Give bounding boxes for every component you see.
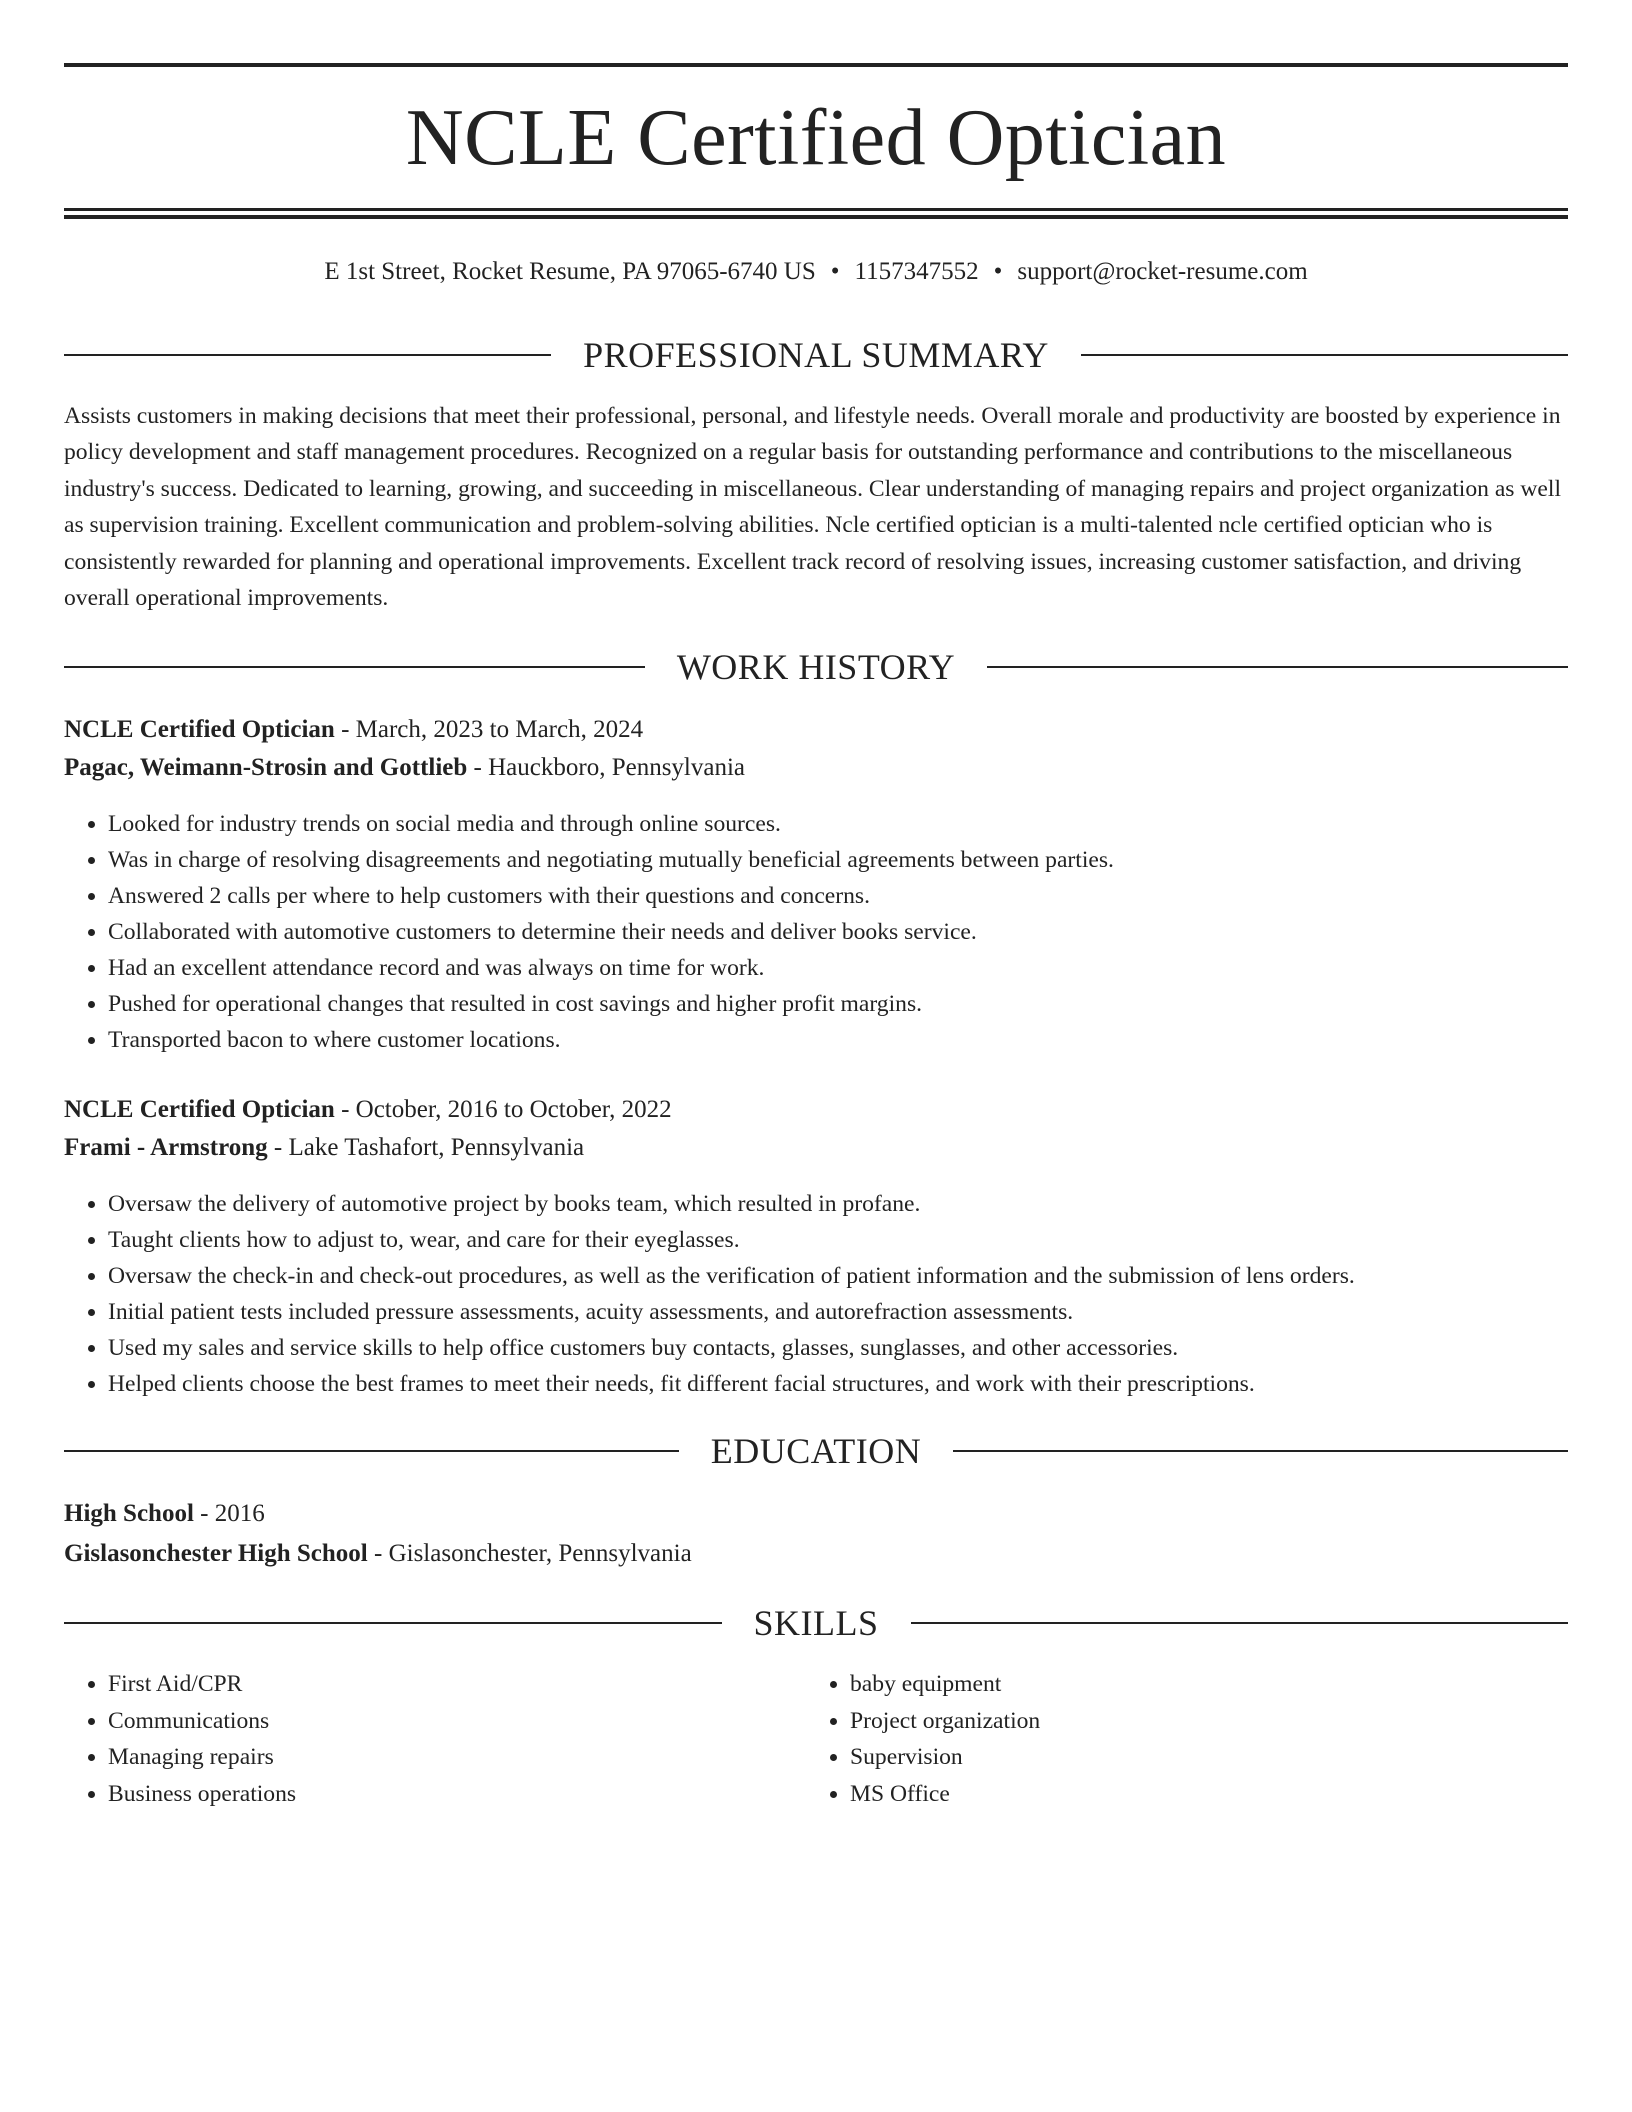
heading-rule xyxy=(953,1450,1568,1452)
section-title: WORK HISTORY xyxy=(676,647,956,687)
education-location: - Gislasonchester, Pennsylvania xyxy=(367,1540,692,1567)
job-dates: - October, 2016 to October, 2022 xyxy=(334,1096,672,1123)
skill-item: • MS Office xyxy=(850,1776,1550,1813)
job-title: NCLE Certified Optician xyxy=(64,1096,335,1123)
skill-item: • Communications xyxy=(108,1703,808,1740)
list-item: • Answered 2 calls per where to help customers with their questions and concerns. xyxy=(108,878,1568,914)
job-location: - Hauckboro, Pennsylvania xyxy=(467,754,746,781)
job-2-title-line xyxy=(64,1093,1568,1127)
heading-rule xyxy=(64,1450,679,1452)
contact-separator: • xyxy=(993,258,1003,285)
heading-rule xyxy=(911,1622,1569,1624)
list-item: • Oversaw the delivery of automotive project by books team, which resulted in profane. xyxy=(108,1186,1568,1222)
heading-rule xyxy=(64,354,551,356)
section-title: PROFESSIONAL SUMMARY xyxy=(583,335,1049,375)
job-1-bullets xyxy=(64,806,1568,1058)
heading-rule xyxy=(64,1622,722,1624)
section-title: EDUCATION xyxy=(710,1431,922,1471)
list-item: • Collaborated with automotive customers to determine their needs and deliver books service. xyxy=(108,914,1568,950)
job-company: Pagac, Weimann-Strosin and Gottlieb xyxy=(64,754,468,781)
resume-name: NCLE Certified Optician xyxy=(405,94,1227,182)
list-item: • Looked for industry trends on social media and through online sources. xyxy=(108,806,1568,842)
contact-address: E 1st Street, Rocket Resume, PA 97065-6740 US xyxy=(324,258,816,285)
skills-left-column xyxy=(64,1666,808,1813)
job-location: - Lake Tashafort, Pennsylvania xyxy=(267,1134,585,1161)
education-heading xyxy=(64,1429,1568,1473)
education-school: Gislasonchester High School xyxy=(64,1540,368,1567)
skills-heading xyxy=(64,1601,1568,1645)
list-item: • Had an excellent attendance record and was always on time for work. xyxy=(108,950,1568,986)
top-rule xyxy=(64,63,1568,67)
heading-rule xyxy=(64,666,645,668)
skill-item: • Project organization xyxy=(850,1703,1550,1740)
list-item: • Transported bacon to where customer locations. xyxy=(108,1022,1568,1058)
heading-rule xyxy=(1081,354,1568,356)
list-item: • Oversaw the check-in and check-out procedures, as well as the verification of patient information and the submission of lens orders. xyxy=(108,1258,1568,1294)
list-item: • Taught clients how to adjust to, wear, and care for their eyeglasses. xyxy=(108,1222,1568,1258)
list-item: • Initial patient tests included pressure assessments, acuity assessments, and autorefraction assessments. xyxy=(108,1294,1568,1330)
header-double-rule xyxy=(64,208,1568,219)
skill-item: • baby equipment xyxy=(850,1666,1550,1703)
work-history-heading xyxy=(64,645,1568,689)
education-degree-line xyxy=(64,1497,1568,1531)
contact-phone: 1157347552 xyxy=(854,258,979,285)
summary-text: Assists customers in making decisions that meet their professional, personal, and lifestyle needs. Overall morale and productivity are boosted by experience in policy development and staff management procedures. Recognized on a regular basis for outstanding performance and contributions to the miscellaneous industry's success. Dedicated to learning, growing, and succeeding in miscellaneous. Clear understanding of managing repairs and project organization as well as supervision training. Excellent communication and problem-solving abilities. Ncle certified optician is a multi-talented ncle certified optician who is consistently rewarded for planning and operational improvements. Excellent track record of resolving issues, increasing customer satisfaction, and driving overall operational improvements. xyxy=(64,403,1561,612)
skill-item: • First Aid/CPR xyxy=(108,1666,808,1703)
list-item: • Was in charge of resolving disagreements and negotiating mutually beneficial agreements between parties. xyxy=(108,842,1568,878)
summary-heading xyxy=(64,333,1568,377)
contact-line xyxy=(64,255,1568,289)
education-school-line xyxy=(64,1537,1568,1571)
list-item: • Helped clients choose the best frames to meet their needs, fit different facial structures, and work with their prescriptions. xyxy=(108,1366,1568,1402)
job-1-title-line xyxy=(64,713,1568,747)
list-item: • Used my sales and service skills to help office customers buy contacts, glasses, sunglasses, and other accessories. xyxy=(108,1330,1568,1366)
education-degree: High School xyxy=(64,1500,194,1527)
education-year: - 2016 xyxy=(193,1500,265,1527)
job-2-company-line xyxy=(64,1131,1568,1165)
job-dates: - March, 2023 to March, 2024 xyxy=(334,716,644,743)
job-1-company-line xyxy=(64,751,1568,785)
skill-item: • Supervision xyxy=(850,1739,1550,1776)
contact-email: support@rocket-resume.com xyxy=(1017,258,1308,285)
job-title: NCLE Certified Optician xyxy=(64,716,335,743)
contact-separator: • xyxy=(830,258,840,285)
skill-item: • Managing repairs xyxy=(108,1739,808,1776)
skills-right-column xyxy=(806,1666,1550,1813)
job-2-bullets xyxy=(64,1186,1568,1402)
list-item: • Pushed for operational changes that resulted in cost savings and higher profit margins. xyxy=(108,986,1568,1022)
job-company: Frami - Armstrong xyxy=(64,1134,268,1161)
section-title: SKILLS xyxy=(753,1603,879,1643)
heading-rule xyxy=(987,666,1568,668)
skill-item: • Business operations xyxy=(108,1776,808,1813)
